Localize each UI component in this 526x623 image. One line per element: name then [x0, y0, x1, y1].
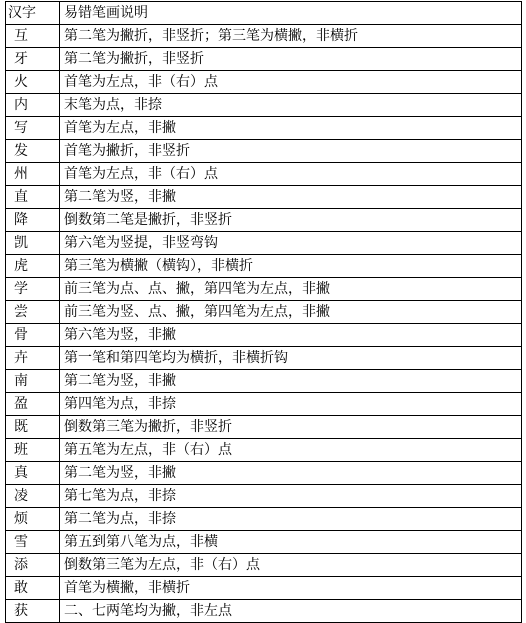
- character-cell: 敢: [6, 577, 60, 600]
- table-row: [6, 347, 522, 370]
- stroke-note-cell: 首笔为横撇，非横折: [60, 577, 522, 600]
- stroke-note-cell: 首笔为左点，非（右）点: [60, 71, 522, 94]
- character-cell: 写: [6, 117, 60, 140]
- stroke-note-cell: 前三笔为竖、点、撇，第四笔为左点，非撇: [60, 301, 522, 324]
- character-cell: 班: [6, 439, 60, 462]
- table-row: [6, 439, 522, 462]
- character-cell: 互: [6, 25, 60, 48]
- table-row: [6, 232, 522, 255]
- stroke-note-cell: 第四笔为点，非捺: [60, 393, 522, 416]
- stroke-note-cell: 第五到第八笔为点，非横: [60, 531, 522, 554]
- character-cell: 发: [6, 140, 60, 163]
- stroke-note-cell: 第二笔为撇折，非竖折；第三笔为横撇，非横折: [60, 25, 522, 48]
- character-cell: 火: [6, 71, 60, 94]
- table-row: [6, 71, 522, 94]
- character-cell: 真: [6, 462, 60, 485]
- character-cell: 卉: [6, 347, 60, 370]
- table-row: [6, 485, 522, 508]
- table-row: [6, 577, 522, 600]
- stroke-note-cell: 第二笔为竖，非撇: [60, 186, 522, 209]
- table-row: [6, 416, 522, 439]
- character-cell: 学: [6, 278, 60, 301]
- stroke-note-cell: 第七笔为点，非捺: [60, 485, 522, 508]
- character-cell: 凯: [6, 232, 60, 255]
- stroke-note-cell: 第二笔为点，非捺: [60, 508, 522, 531]
- table-row: [6, 140, 522, 163]
- table-row: [6, 462, 522, 485]
- table-row: [6, 324, 522, 347]
- table-row: [6, 25, 522, 48]
- table-row: [6, 508, 522, 531]
- table-row: [6, 186, 522, 209]
- header-stroke-note: 易错笔画说明: [60, 2, 522, 25]
- character-cell: 尝: [6, 301, 60, 324]
- table-row: [6, 117, 522, 140]
- character-cell: 既: [6, 416, 60, 439]
- character-cell: 内: [6, 94, 60, 117]
- table-row: [6, 255, 522, 278]
- character-cell: 凌: [6, 485, 60, 508]
- table-row: [6, 554, 522, 577]
- stroke-note-cell: 倒数第三笔为左点，非（右）点: [60, 554, 522, 577]
- character-cell: 南: [6, 370, 60, 393]
- table-row: [6, 600, 522, 623]
- stroke-note-cell: 第二笔为撇折，非竖折: [60, 48, 522, 71]
- stroke-note-cell: 倒数第二笔是撇折，非竖折: [60, 209, 522, 232]
- character-cell: 盈: [6, 393, 60, 416]
- stroke-note-cell: 首笔为左点，非撇: [60, 117, 522, 140]
- table-body: [6, 25, 522, 623]
- table-row: [6, 163, 522, 186]
- stroke-note-cell: 第五笔为左点，非（右）点: [60, 439, 522, 462]
- stroke-note-cell: 第三笔为横撇（横钩），非横折: [60, 255, 522, 278]
- table-row: [6, 531, 522, 554]
- header-character: 汉字: [6, 2, 60, 25]
- stroke-note-cell: 首笔为左点，非（右）点: [60, 163, 522, 186]
- table-row: [6, 370, 522, 393]
- stroke-note-cell: 第一笔和第四笔均为横折，非横折钩: [60, 347, 522, 370]
- character-cell: 雪: [6, 531, 60, 554]
- character-cell: 牙: [6, 48, 60, 71]
- stroke-note-cell: 二、七两笔均为撇，非左点: [60, 600, 522, 623]
- stroke-note-cell: 倒数第三笔为撇折，非竖折: [60, 416, 522, 439]
- character-cell: 添: [6, 554, 60, 577]
- stroke-note-cell: 前三笔为点、点、撇，第四笔为左点，非撇: [60, 278, 522, 301]
- character-cell: 降: [6, 209, 60, 232]
- stroke-note-cell: 第二笔为竖，非撇: [60, 462, 522, 485]
- stroke-note-cell: 第六笔为竖提，非竖弯钩: [60, 232, 522, 255]
- table-row: [6, 209, 522, 232]
- stroke-note-cell: 第二笔为竖，非撇: [60, 370, 522, 393]
- character-cell: 骨: [6, 324, 60, 347]
- character-cell: 虎: [6, 255, 60, 278]
- table-row: [6, 48, 522, 71]
- table-row: [6, 94, 522, 117]
- table-row: [6, 301, 522, 324]
- stroke-note-cell: 第六笔为竖，非撇: [60, 324, 522, 347]
- character-cell: 州: [6, 163, 60, 186]
- stroke-error-table: [5, 1, 522, 623]
- table-row: [6, 393, 522, 416]
- character-cell: 直: [6, 186, 60, 209]
- character-cell: 烦: [6, 508, 60, 531]
- stroke-note-cell: 首笔为撇折，非竖折: [60, 140, 522, 163]
- character-cell: 获: [6, 600, 60, 623]
- table-row: [6, 278, 522, 301]
- table-header-row: [6, 2, 522, 25]
- stroke-note-cell: 末笔为点，非捺: [60, 94, 522, 117]
